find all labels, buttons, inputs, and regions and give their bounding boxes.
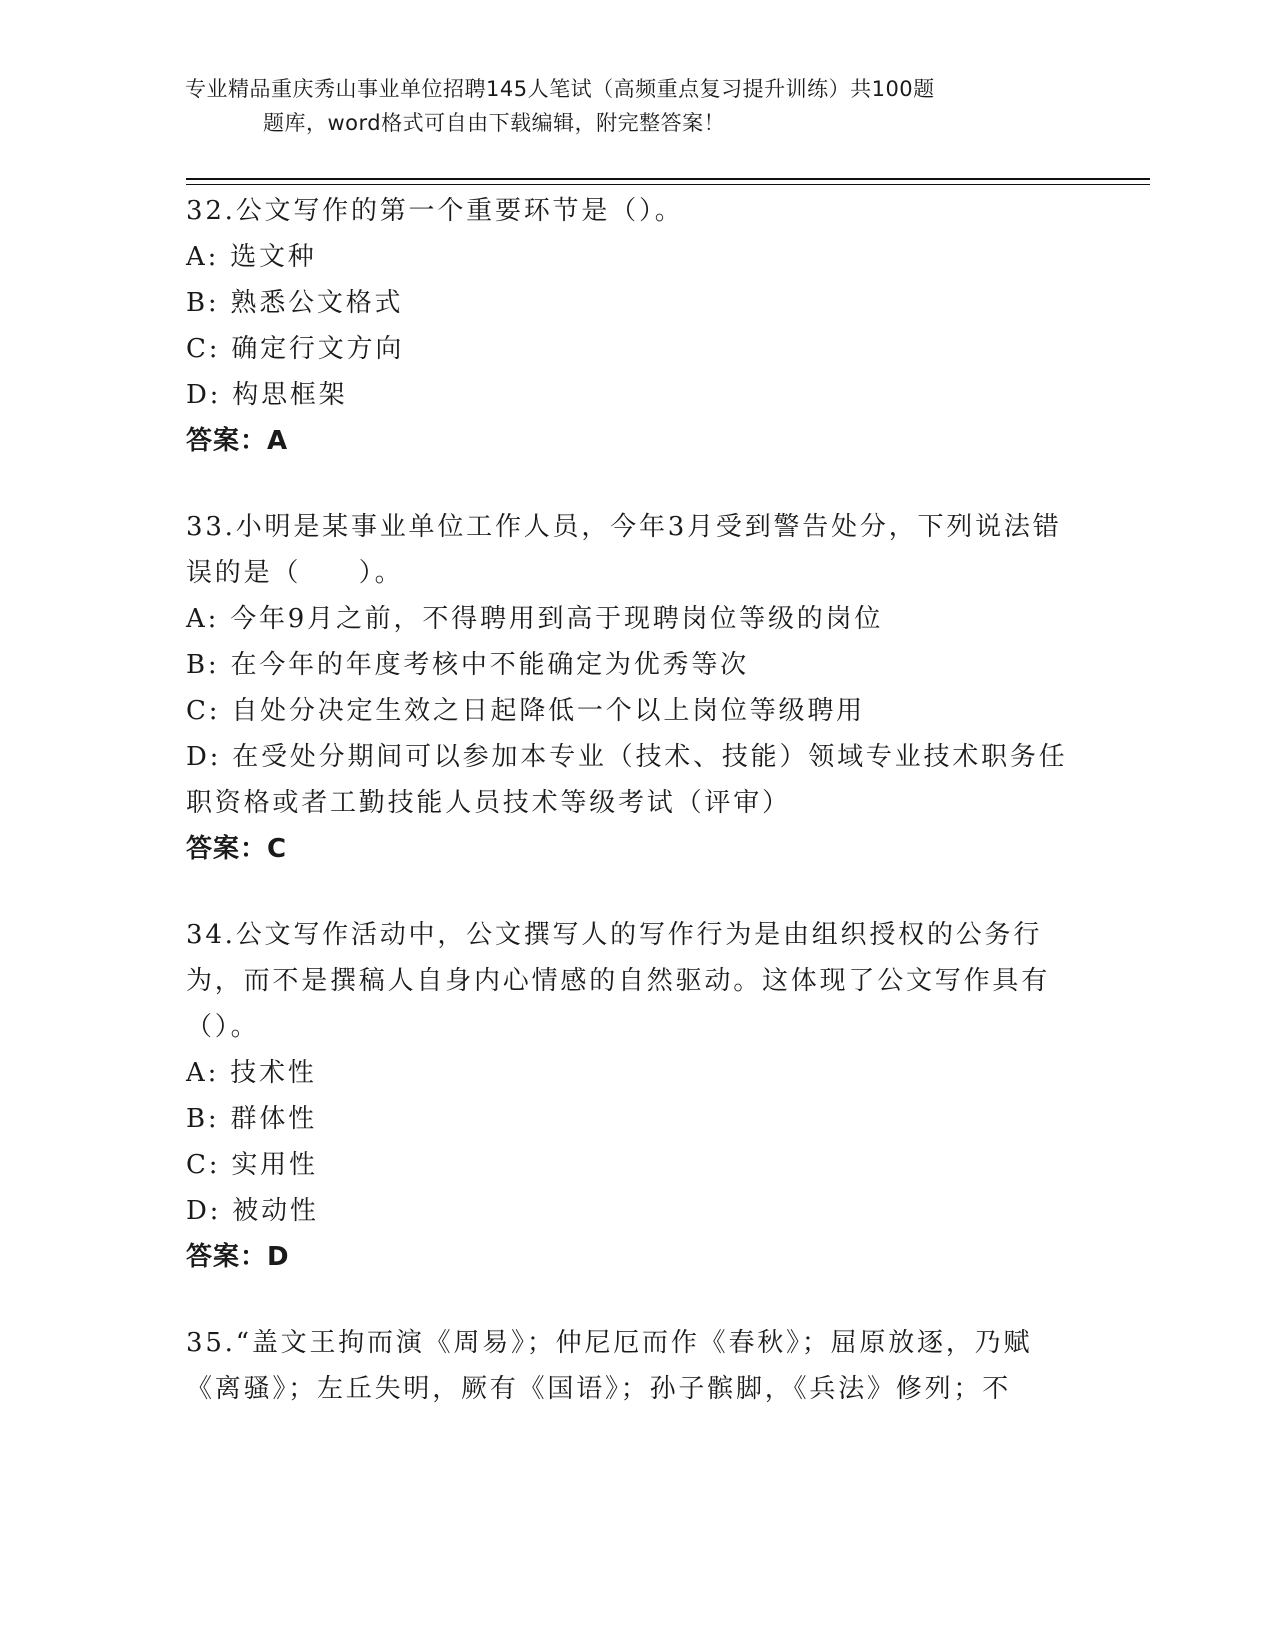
header-rule-thick [186,178,1150,180]
answer-label: 答案：D [186,1242,290,1272]
option-b: B: 在今年的年度考核中不能确定为优秀等次 [186,650,749,680]
option-b: B: 熟悉公文格式 [186,288,404,318]
document-header [185,72,1085,140]
header-rule-thin [186,184,1150,185]
answer-label: 答案：A [186,426,289,456]
question-33 [186,504,1086,872]
option-d: D: 在受处分期间可以参加本专业（技术、技能）领域专业技术职务任职资格或者工勤技能人员技术等级考试（评审） [186,742,1068,818]
answer-label: 答案：C [186,834,288,864]
question-stem: 33.小明是某事业单位工作人员，今年3月受到警告处分，下列说法错误的是（ ）。 [186,512,1062,588]
option-d: D: 构思框架 [186,380,348,410]
header-title-line1: 专业精品重庆秀山事业单位招聘145人笔试（高频重点复习提升训练）共100题 [185,77,935,101]
option-a: A: 今年9月之前，不得聘用到高于现聘岗位等级的岗位 [186,604,884,634]
question-list [186,188,1086,1452]
question-34 [186,912,1086,1280]
option-d: D: 被动性 [186,1196,319,1226]
question-stem: 32.公文写作的第一个重要环节是（）。 [186,196,684,226]
option-c: C: 实用性 [186,1150,318,1180]
option-a: A: 选文种 [186,242,317,272]
question-35 [186,1320,1086,1412]
header-title-line2: 题库，word格式可自由下载编辑，附完整答案！ [263,111,726,135]
option-b: B: 群体性 [186,1104,317,1134]
option-c: C: 自处分决定生效之日起降低一个以上岗位等级聘用 [186,696,865,726]
option-a: A: 技术性 [186,1058,317,1088]
question-32 [186,188,1086,464]
question-stem: 35.“盖文王拘而演《周易》；仲尼厄而作《春秋》；屈原放逐，乃赋《离骚》；左丘失明，厥有《国语》；孙子髌脚，《兵法》修列；不 [186,1328,1033,1404]
option-c: C: 确定行文方向 [186,334,405,364]
question-stem: 34.公文写作活动中，公文撰写人的写作行为是由组织授权的公务行为，而不是撰稿人自身内心情感的自然驱动。这体现了公文写作具有（）。 [186,920,1051,1042]
